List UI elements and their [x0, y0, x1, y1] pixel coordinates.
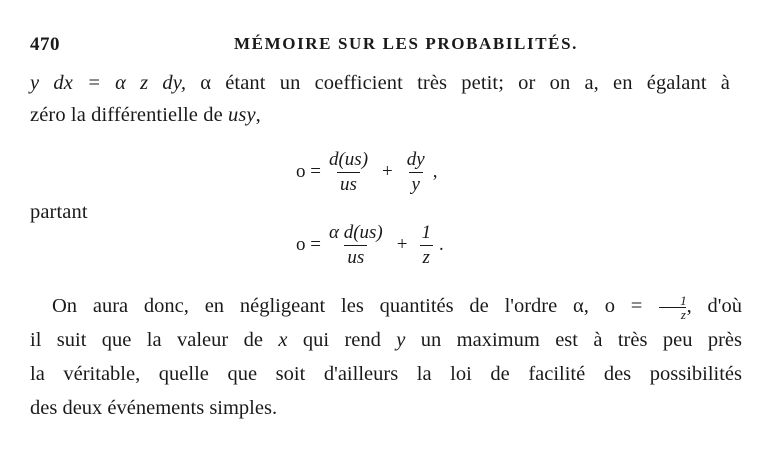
- page-header: [30, 34, 742, 58]
- p1-start: On aura donc, en négligeant les quantités de l'ordre α, o =: [52, 295, 659, 317]
- eq2-fraction-1: [326, 222, 386, 269]
- inline-frac-numerator: 1: [680, 292, 687, 308]
- eq2-frac2-numerator: 1: [421, 221, 431, 243]
- eq1-lhs: o =: [296, 161, 321, 182]
- eq1-tail: ,: [432, 161, 438, 182]
- paragraph: [30, 289, 742, 425]
- text-line-1: [30, 72, 730, 95]
- variable-x: x: [278, 329, 288, 351]
- text-line-2: [30, 104, 261, 127]
- display-equation-2: [296, 222, 444, 268]
- eq2-lhs: o =: [296, 234, 321, 255]
- text-partant: partant: [30, 201, 88, 223]
- p2-mid: qui rend: [287, 329, 397, 351]
- paragraph-line-3: la véritable, quelle que soit d'ailleurs la loi de facilité des possibilités: [30, 363, 742, 385]
- paragraph-line-4: des deux événements simples.: [30, 397, 278, 419]
- variable-y: y: [396, 329, 406, 351]
- eq2-frac1-denominator: us: [344, 245, 367, 269]
- line-2-text: zéro la différentielle de: [30, 104, 229, 126]
- eq1-frac1-denominator: us: [337, 172, 360, 196]
- p1-end: , d'où: [686, 295, 742, 317]
- eq1-fraction-2: [404, 149, 428, 196]
- eq1-fraction-1: [326, 149, 371, 196]
- running-title: MÉMOIRE SUR LES PROBABILITÉS.: [234, 34, 578, 53]
- page-number: 470: [30, 34, 60, 55]
- eq2-frac2-denominator: z: [420, 245, 433, 269]
- eq2-frac1-numerator: α d(us): [328, 221, 383, 243]
- display-equation-1: [296, 148, 437, 196]
- eq1-frac2-numerator: dy: [406, 148, 425, 170]
- line-1-text: α étant un coefficient très petit; or on a, en égalant à: [186, 72, 730, 94]
- paragraph-line-1: [30, 289, 742, 323]
- inline-fraction: [658, 294, 687, 321]
- inline-variable-usy: usy: [228, 104, 256, 126]
- eq1-frac2-denominator: y: [409, 172, 423, 196]
- line-2-end: ,: [255, 104, 261, 126]
- eq1-operator: +: [382, 161, 393, 182]
- eq2-operator: +: [396, 234, 408, 255]
- inline-frac-denominator: z: [659, 307, 686, 321]
- p2-start: il suit que la valeur de: [30, 329, 279, 351]
- inline-equation: y dx = α z dy,: [30, 72, 187, 94]
- paragraph-line-2: [30, 323, 742, 357]
- eq2-fraction-2: [418, 222, 434, 269]
- eq1-frac1-numerator: d(us): [328, 148, 369, 170]
- eq2-tail: .: [438, 234, 444, 255]
- p2-end: un maximum est à très peu près: [405, 329, 742, 351]
